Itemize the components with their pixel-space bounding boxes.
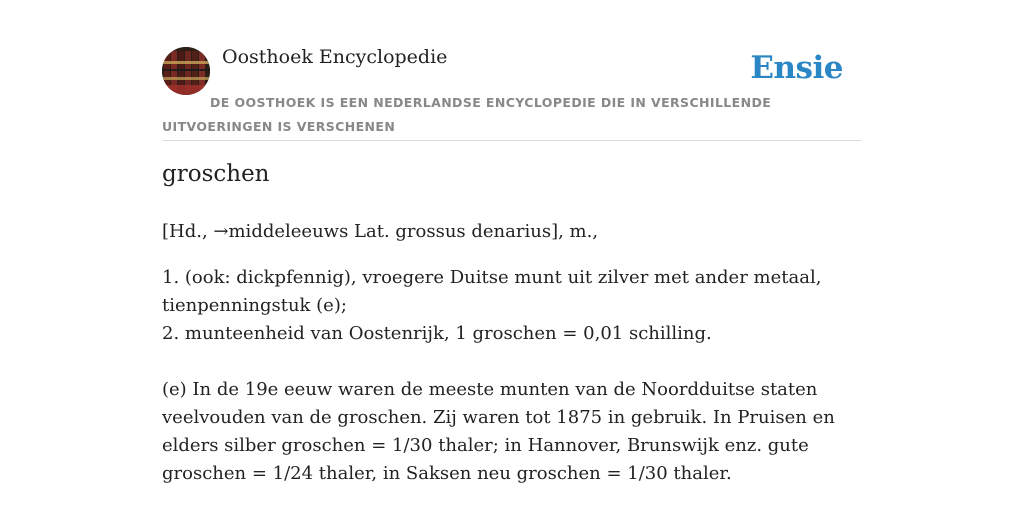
definition-item: 1. (ook: dickpfennig), vroegere Duitse munt uit zilver met ander metaal, tienpenningstuk (e); [162,267,822,316]
site-header [162,0,862,141]
entry-definitions [162,264,862,348]
definition-item: 2. munteenheid van Oostenrijk, 1 groschen = 0,01 schilling. [162,323,712,344]
page-container [162,0,862,484]
entry-note: (e) In de 19e eeuw waren de meeste munten van de Noordduitse staten veelvouden van de groschen. Zij waren tot 1875 in gebruik. In Pruisen en elders silber groschen = 1/30 thaler; in Hannover, Brunswijk enz. gute groschen = 1/24 thaler, in Saksen neu groschen = 1/30 thaler. [162,379,835,484]
site-name[interactable]: Oosthoek Encyclopedie [222,46,448,68]
avatar[interactable] [162,47,210,95]
encyclopedia-books-icon [162,47,210,95]
site-tagline: DE OOSTHOEK IS EEN NEDERLANDSE ENCYCLOPEDIE DIE IN VERSCHILLENDE UITVOERINGEN IS VERSCHENEN [162,95,772,134]
page-title: groschen [162,161,270,187]
brand-logo-link[interactable]: Ensie [750,50,843,86]
entry-etymology: [Hd., →middeleeuws Lat. grossus denarius], m., [162,221,599,242]
